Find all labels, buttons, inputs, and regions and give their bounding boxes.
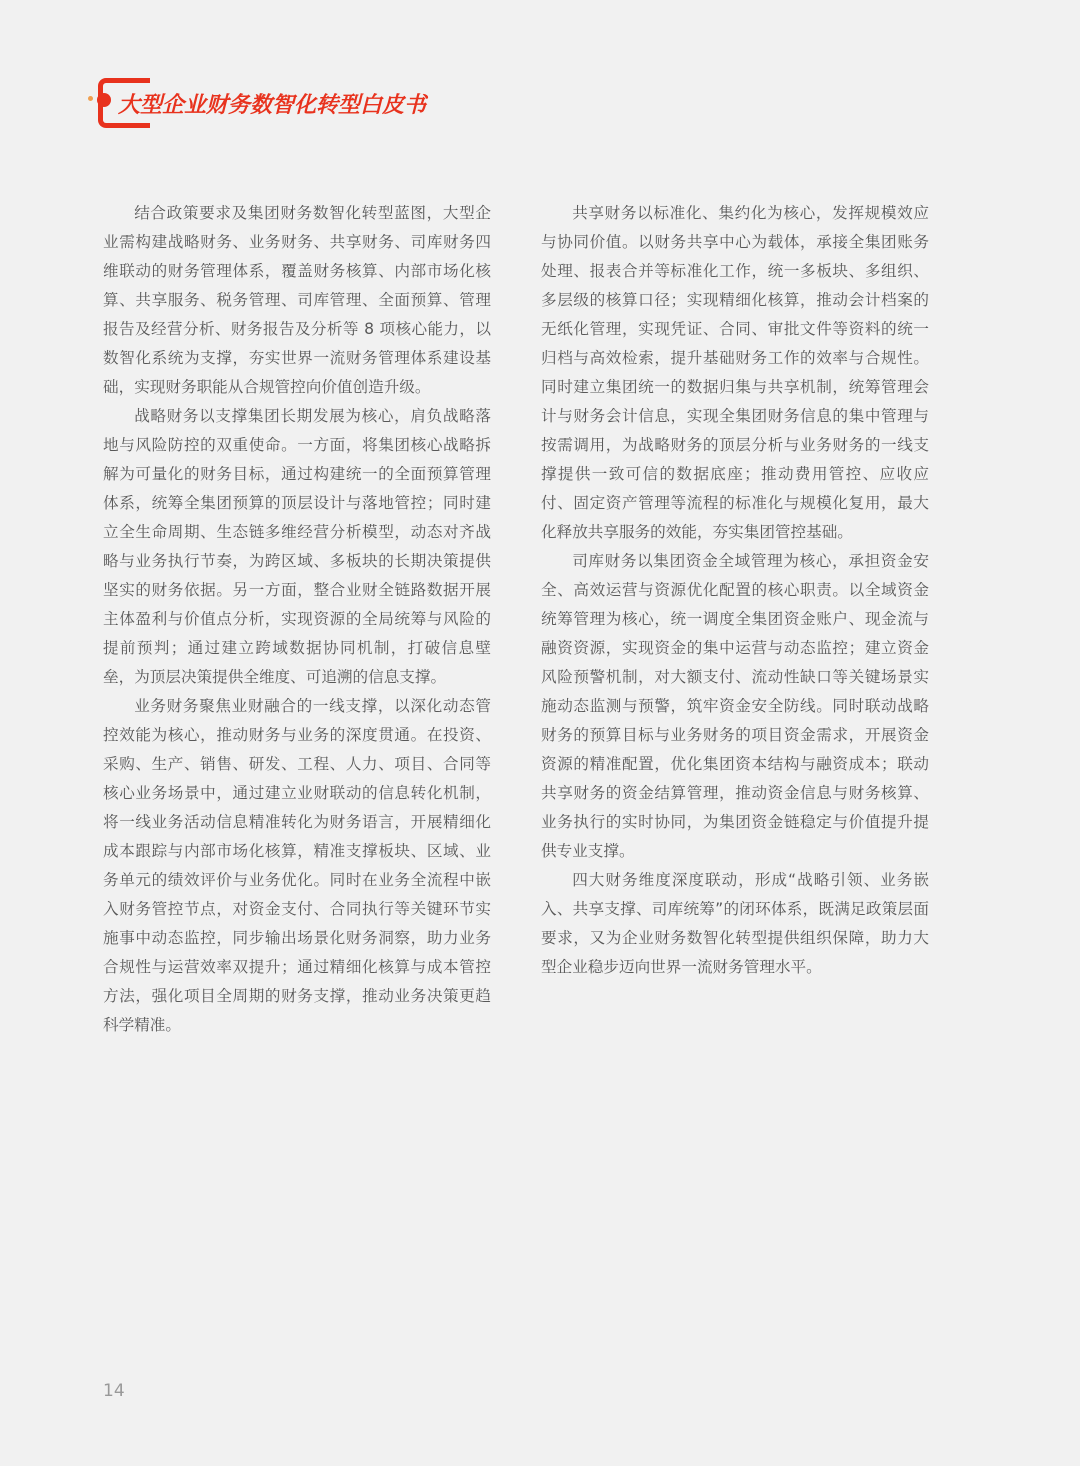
paragraph: 共享财务以标准化、集约化为核心，发挥规模效应与协同价值。以财务共享中心为载体，承接全集团账务处理、报表合并等标准化工作，统一多板块、多组织、多层级的核算口径；实现精细化核算，推动会计档案的无纸化管理，实现凭证、合同、审批文件等资料的统一归档与高效检索，提升基础财务工作的效率与合规性。同时建立集团统一的数据归集与共享机制，统筹管理会计与财务会计信息，实现全集团财务信息的集中管理与按需调用，为战略财务的顶层分析与业务财务的一线支撑提供一致可信的数据底座；推动费用管控、应收应付、固定资产管理等流程的标准化与规模化复用，最大化释放共享服务的效能，夯实集团管控基础。	[541, 204, 929, 541]
page-number: 14	[103, 1381, 125, 1401]
page-header	[88, 74, 528, 134]
paragraph: 司库财务以集团资金全域管理为核心，承担资金安全、高效运营与资源优化配置的核心职责。以全域资金统筹管理为核心，统一调度全集团资金账户、现金流与融资资源，实现资金的集中运营与动态监控；建立资金风险预警机制，对大额支付、流动性缺口等关键场景实施动态监测与预警，筑牢资金安全防线。同时联动战略财务的预算目标与业务财务的项目资金需求，开展资金资源的精准配置，优化集团资本结构与融资成本；联动共享财务的资金结算管理，推动资金信息与财务核算、业务执行的实时协同，为集团资金链稳定与价值提升提供专业支撑。	[541, 552, 929, 860]
left-column	[103, 199, 491, 1040]
paragraph: 业务财务聚焦业财融合的一线支撑，以深化动态管控效能为核心，推动财务与业务的深度贯通。在投资、采购、生产、销售、研发、工程、人力、项目、合同等核心业务场景中，通过建立业财联动的信息转化机制，将一线业务活动信息精准转化为财务语言，开展精细化成本跟踪与内部市场化核算，精准支撑板块、区域、业务单元的绩效评价与业务优化。同时在业务全流程中嵌入财务管控节点，对资金支付、合同执行等关键环节实施事中动态监控，同步输出场景化财务洞察，助力业务合规性与运营效率双提升；通过精细化核算与成本管控方法，强化项目全周期的财务支撑，推动业务决策更趋科学精准。	[103, 697, 491, 1034]
header-bracket-tab-bottom	[132, 123, 150, 128]
right-column	[541, 199, 929, 982]
header-bracket-tab-top	[132, 78, 150, 83]
header-dot-icon	[97, 93, 111, 107]
header-title: 大型企业财务数智化转型白皮书	[118, 93, 427, 118]
paragraph: 战略财务以支撑集团长期发展为核心，肩负战略落地与风险防控的双重使命。一方面，将集团核心战略拆解为可量化的财务目标，通过构建统一的全面预算管理体系，统筹全集团预算的顶层设计与落地管控；同时建立全生命周期、生态链多维经营分析模型，动态对齐战略与业务执行节奏，为跨区域、多板块的长期决策提供坚实的财务依据。另一方面，整合业财全链路数据开展主体盈利与价值点分析，实现资源的全局统筹与风险的提前预判；通过建立跨域数据协同机制，打破信息壁垒，为顶层决策提供全维度、可追溯的信息支撑。	[103, 407, 491, 686]
header-small-dot-icon	[88, 96, 93, 101]
paragraph: 结合政策要求及集团财务数智化转型蓝图，大型企业需构建战略财务、业务财务、共享财务、司库财务四维联动的财务管理体系，覆盖财务核算、内部市场化核算、共享服务、税务管理、司库管理、全面预算、管理报告及经营分析、财务报告及分析等 8 项核心能力，以数智化系统为支撑，夯实世界一流财务管理体系建设基础，实现财务职能从合规管控向价值创造升级。	[103, 204, 491, 396]
paragraph: 四大财务维度深度联动，形成“战略引领、业务嵌入、共享支撑、司库统筹”的闭环体系，既满足政策层面要求，又为企业财务数智化转型提供组织保障，助力大型企业稳步迈向世界一流财务管理水平。	[541, 871, 929, 976]
